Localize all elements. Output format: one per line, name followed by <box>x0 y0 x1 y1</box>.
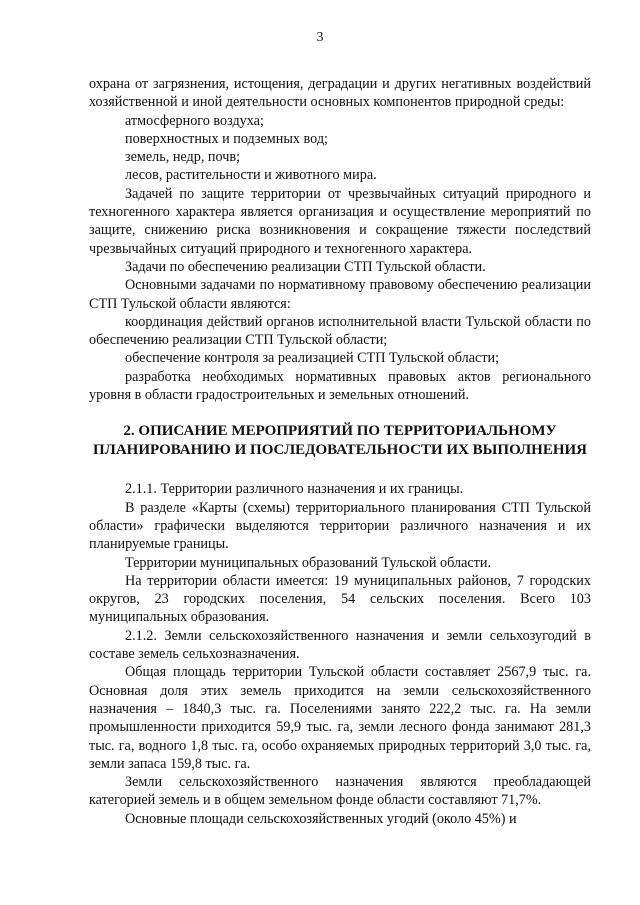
page-number: 3 <box>316 30 324 45</box>
list-item-legal-acts: разработка необходимых нормативных правовых актов регионального уровня в области градостроительных и земельных отношений. <box>89 368 591 404</box>
list-item-forest: лесов, растительности и животного мира. <box>125 167 377 184</box>
spacer <box>89 404 591 422</box>
paragraph-agri-lands: Основные площади сельскохозяйственных угодий (около 45%) и <box>125 810 517 827</box>
paragraph-maps: В разделе «Карты (схемы) территориального планирования СТП Тульской области» графически выделяются территории различного назначения и их планируемые границы. <box>89 499 591 553</box>
paragraph-agri-share: Земли сельскохозяйственного назначения являются преобладающей категорией земель и в общем земельном фонде области составляют 71,7%. <box>89 774 591 809</box>
paragraph-municipal-counts: На территории области имеется: 19 муниципальных районов, 7 городских округов, 23 городских поселения, 54 сельских поселения. Всего 103 муниципальных образования. <box>89 572 591 626</box>
list-item-control: обеспечение контроля за реализацией СТП Тульской области; <box>125 350 500 367</box>
paragraph-main-tasks: Основными задачами по нормативному правовому обеспечению реализации СТП Тульской области являются: <box>89 277 591 312</box>
subsection-2-1-1: 2.1.1. Территории различного назначения и их границы. <box>125 481 464 498</box>
section-heading-line-1: 2. ОПИСАНИЕ МЕРОПРИЯТИЙ ПО ТЕРРИТОРИАЛЬНОМУ <box>123 423 557 440</box>
paragraph-intro: охрана от загрязнения, истощения, деградации и других негативных воздействий хозяйственной и иной деятельности основных компонентов природной среды: <box>89 76 591 111</box>
list-item-coordination: координация действий органов исполнительной власти Тульской области по обеспечению реализации СТП Тульской области; <box>89 313 591 349</box>
paragraph-tasks-title: Задачи по обеспечению реализации СТП Тульской области. <box>125 258 486 275</box>
list-item-water: поверхностных и подземных вод; <box>125 130 328 147</box>
paragraph-emergency: Задачей по защите территории от чрезвычайных ситуаций природного и техногенного характера является организация и осуществление мероприятий по защите, снижению риска возникновения и сокращение тяжести последствий чрезвычайных ситуаций природного и техногенного характера. <box>89 185 591 257</box>
document-body <box>89 75 591 828</box>
subsection-2-1-2: 2.1.2. Земли сельскохозяйственного назначения и земли сельхозугодий в составе земель сельхозназначения. <box>89 627 591 663</box>
list-item-land: земель, недр, почв; <box>125 149 241 166</box>
section-heading-line-2: ПЛАНИРОВАНИЮ И ПОСЛЕДОВАТЕЛЬНОСТИ ИХ ВЫПОЛНЕНИЯ <box>92 442 588 459</box>
spacer <box>89 460 591 480</box>
paragraph-land-area: Общая площадь территории Тульской области составляет 2567,9 тыс. га. Основная доля этих земель приходится на земли сельскохозяйственного назначения – 1840,3 тыс. га. Поселениями занято 222,2 тыс. га. На земли промышленности приходится 59,9 тыс. га, земли лесного фонда занимают 281,3 тыс. га, водного 1,8 тыс. га, особо охраняемых природных территорий 3,0 тыс. га, земли запаса 159,8 тыс. га. <box>89 664 591 772</box>
list-item-air: атмосферного воздуха; <box>125 112 264 129</box>
paragraph-municipal: Территории муниципальных образований Тульской области. <box>125 554 492 571</box>
